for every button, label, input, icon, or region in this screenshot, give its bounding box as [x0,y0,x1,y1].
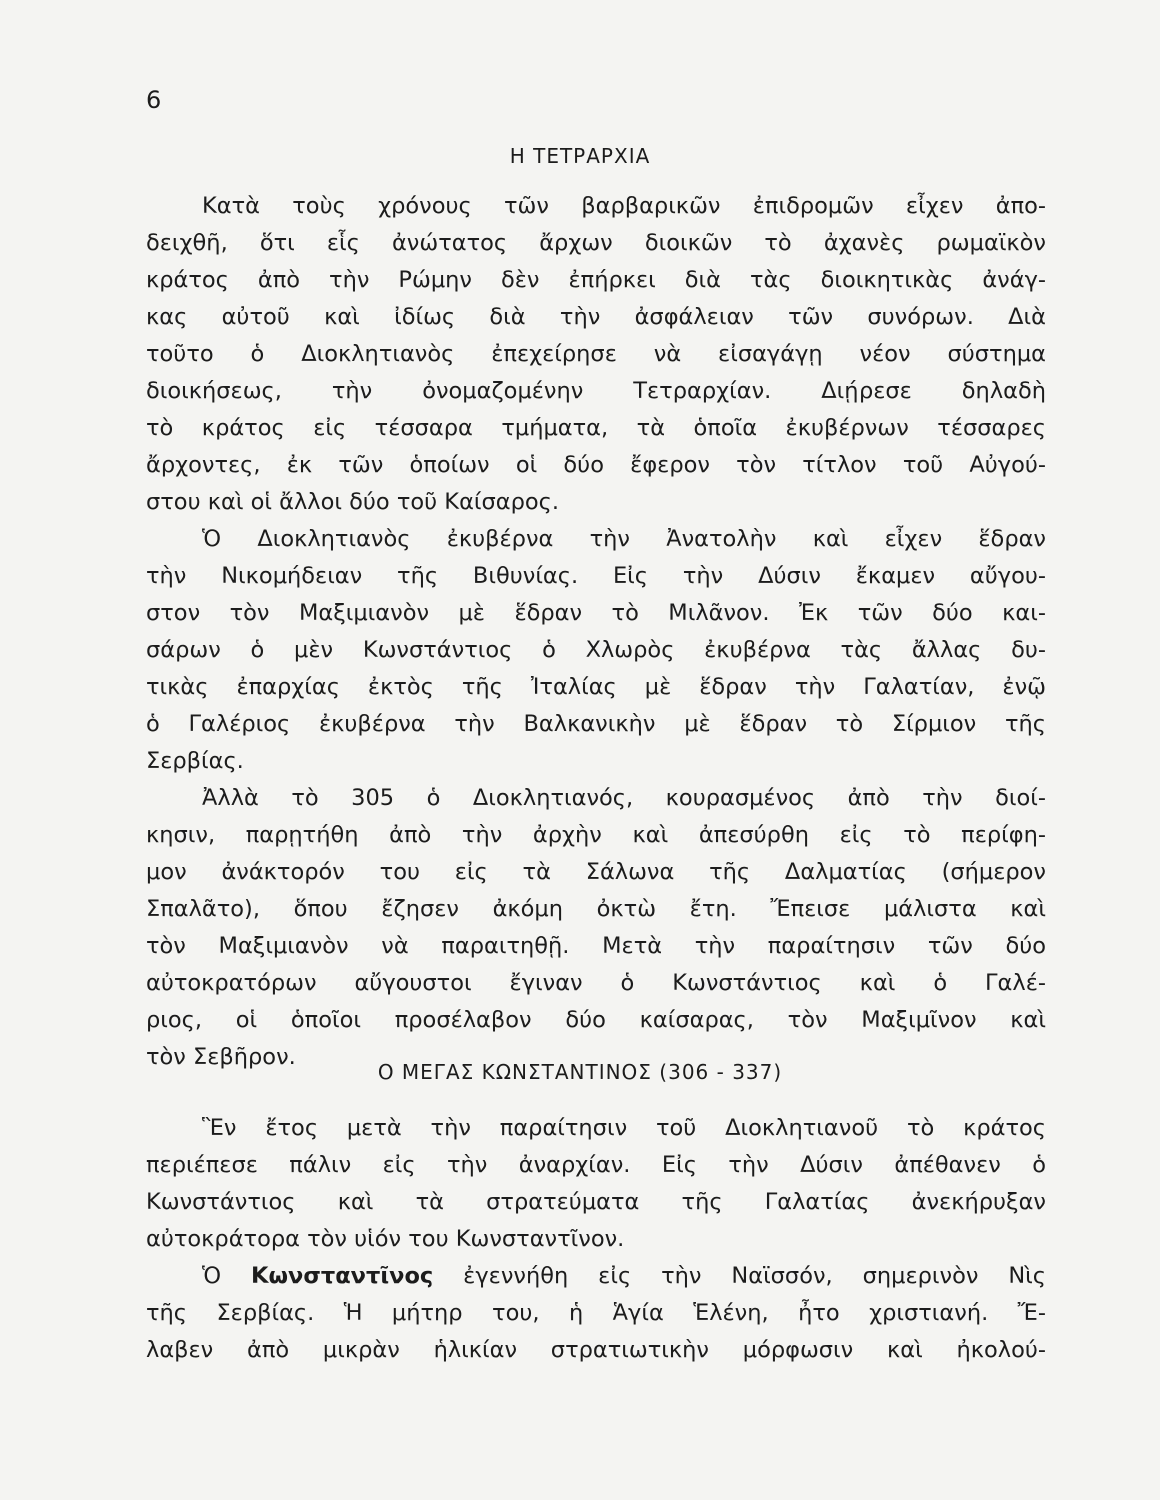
section-title-tetrarchy: Η ΤΕΤΡΑΡΧΙΑ [509,144,651,168]
text-line: τὸν Σεβῆρον. [146,1044,296,1070]
text-line: κράτος ἀπὸ τὴν Ρώμην δὲν ἐπήρκει διὰ τὰς διοικητικὰς ἀνάγ- [146,267,1046,293]
text-line: ὁ Γαλέριος ἐκυβέρνα τὴν Βαλκανικὴν μὲ ἕδραν τὸ Σίρμιον τῆς [146,711,1046,737]
text-line: τὸν Μαξιμιανὸν νὰ παραιτηθῇ. Μετὰ τὴν παραίτησιν τῶν δύο [146,933,1046,959]
section-body-constantine [146,1110,1046,1369]
text-line: Σπαλᾶτο), ὅπου ἔζησεν ἀκόμη ὀκτὼ ἔτη. Ἔπεισε μάλιστα καὶ [146,896,1046,922]
text-line: Ἓν ἔτος μετὰ τὴν παραίτησιν τοῦ Διοκλητιανοῦ τὸ κράτος [202,1115,1046,1141]
text-fragment: Ὁ [202,1263,252,1289]
page-number: 6 [146,86,162,114]
text-line: Ὁ Διοκλητιανὸς ἐκυβέρνα τὴν Ἀνατολὴν καὶ εἶχεν ἕδραν [202,526,1046,552]
text-line: Κωνστάντιος καὶ τὰ στρατεύματα τῆς Γαλατίας ἀνεκήρυξαν [146,1189,1046,1215]
text-line: αὐτοκρατόρων αὔγουστοι ἔγιναν ὁ Κωνστάντιος καὶ ὁ Γαλέ- [146,970,1046,996]
text-line: διοικήσεως, τὴν ὀνομαζομένην Τετραρχίαν. Διῄρεσε δηλαδὴ [146,378,1046,404]
text-line: περιέπεσε πάλιν εἰς τὴν ἀναρχίαν. Εἰς τὴν Δύσιν ἀπέθανεν ὁ [146,1152,1046,1178]
text-line: τὴν Νικομήδειαν τῆς Βιθυνίας. Εἰς τὴν Δύσιν ἔκαμεν αὔγου- [146,563,1046,589]
text-line: δειχθῆ, ὅτι εἷς ἀνώτατος ἄρχων διοικῶν τὸ ἀχανὲς ρωμαϊκὸν [146,230,1046,256]
section-title-constantine: Ο ΜΕΓΑΣ ΚΩΝΣΤΑΝΤΙΝΟΣ (306 - 337) [377,1060,783,1084]
text-line: Κατὰ τοὺς χρόνους τῶν βαρβαρικῶν ἐπιδρομῶν εἶχεν ἀπο- [202,193,1046,219]
text-line: κησιν, παρῃτήθη ἀπὸ τὴν ἀρχὴν καὶ ἀπεσύρθη εἰς τὸ περίφη- [146,822,1046,848]
text-line: Σερβίας. [146,748,244,774]
text-line: τοῦτο ὁ Διοκλητιανὸς ἐπεχείρησε νὰ εἰσαγάγῃ νέον σύστημα [146,341,1046,367]
text-line: λαβεν ἀπὸ μικρὰν ἡλικίαν στρατιωτικὴν μόρφωσιν καὶ ἠκολού- [146,1337,1046,1363]
text-line: τῆς Σερβίας. Ἡ μήτηρ του, ἡ Ἁγία Ἑλένη, ἦτο χριστιανή. Ἔ- [146,1300,1046,1326]
text-line: στου καὶ οἱ ἄλλοι δύο τοῦ Καίσαρος. [146,489,560,515]
text-line: Ἀλλὰ τὸ 305 ὁ Διοκλητιανός, κουρασμένος ἀπὸ τὴν διοί- [202,785,1046,811]
text-line: ριος, οἱ ὁποῖοι προσέλαβον δύο καίσαρας, τὸν Μαξιμῖνον καὶ [146,1007,1046,1033]
text-line: ἄρχοντες, ἐκ τῶν ὁποίων οἱ δύο ἔφερον τὸν τίτλον τοῦ Αὐγού- [146,452,1046,478]
text-line: κας αὐτοῦ καὶ ἰδίως διὰ τὴν ἀσφάλειαν τῶν συνόρων. Διὰ [146,304,1046,330]
section-body-tetrarchy [146,188,1046,1076]
text-line: στον τὸν Μαξιμιανὸν μὲ ἕδραν τὸ Μιλᾶνον. Ἐκ τῶν δύο και- [146,600,1046,626]
text-line: αὐτοκράτορα τὸν υἱόν του Κωνσταντῖνον. [146,1226,625,1252]
text-line: σάρων ὁ μὲν Κωνστάντιος ὁ Χλωρὸς ἐκυβέρνα τὰς ἄλλας δυ- [146,637,1046,663]
text-line: τὸ κράτος εἰς τέσσαρα τμήματα, τὰ ὁποῖα ἐκυβέρνων τέσσαρες [146,415,1046,441]
text-line [146,1258,1046,1295]
text-line: μον ἀνάκτορόν του εἰς τὰ Σάλωνα τῆς Δαλματίας (σήμερον [146,859,1046,885]
text-fragment: ἐγεννήθη εἰς τὴν Ναϊσσόν, σημερινὸν Νὶς [433,1263,1046,1289]
text-line: τικὰς ἐπαρχίας ἐκτὸς τῆς Ἰταλίας μὲ ἕδραν τὴν Γαλατίαν, ἐνῷ [146,674,1046,700]
bold-name-constantine: Κωνσταντῖνος [251,1263,434,1289]
